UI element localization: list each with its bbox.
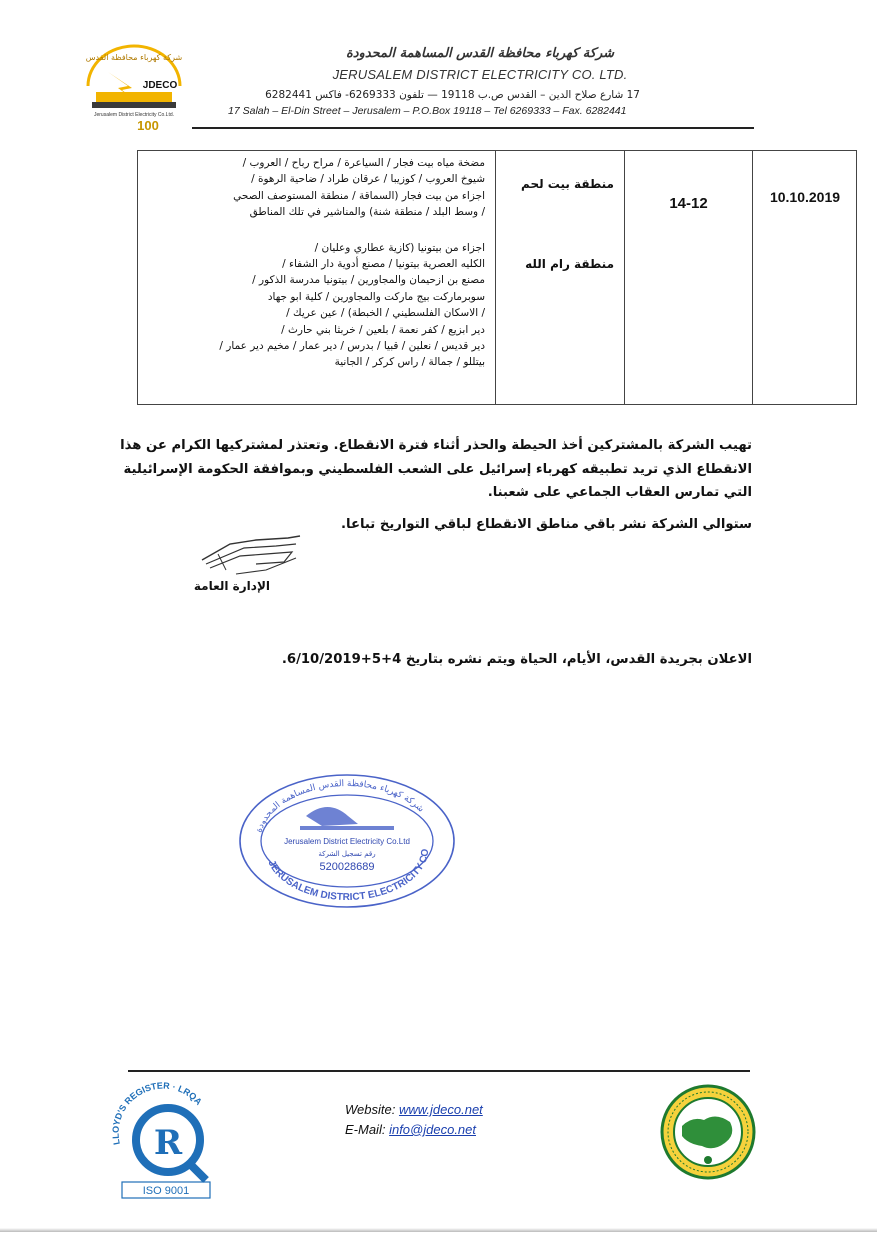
- stamp-registration-label: رقم تسجيل الشركة: [318, 850, 376, 858]
- header-divider: [192, 127, 754, 129]
- logo-jdeco-text: JDECO: [142, 80, 178, 91]
- area-line: دير قديس / نعلين / قبيا / بدرس / دير عمار / مخيم دير عمار /: [219, 340, 485, 353]
- logo-tagline: Jerusalem District Electricity Co.Ltd.: [93, 112, 175, 118]
- areas-cell: [138, 151, 495, 404]
- region-cell: [496, 151, 624, 404]
- stamp-arabic: شركة كهرباء محافظة القدس المساهمة المحدودة: [254, 778, 426, 834]
- area-line: سوبرماركت بيج ماركت والمجاورين / كلية ابو جهاد: [267, 290, 485, 303]
- outage-date: 10.10.2019: [769, 189, 841, 205]
- website-label: Website:: [345, 1102, 396, 1117]
- newspaper-announcement: الاعلان بجريدة القدس، الأيام، الحياة ويتم نشره بتاريخ 4+5+6/10/2019.: [281, 652, 752, 667]
- followup-note: ستوالي الشركة نشر باقي مناطق الانقطاع لباقي التواريخ تباعا.: [341, 517, 752, 532]
- area-line: / الاسكان الفلسطيني / الخبطة) / عين عريك /: [286, 307, 485, 320]
- company-name-english: JERUSALEM DISTRICT ELECTRICITY CO. LTD.: [332, 67, 628, 82]
- area-line: اجزاء من بيت فجار (السماقة / منطقة المستوصف الصحي: [233, 189, 485, 202]
- stamp-number: 520028689: [319, 861, 375, 873]
- stamp-english: Jerusalem District Electricity Co.Ltd: [284, 837, 410, 846]
- lrqa-ring-text: LLOYD'S REGISTER · LRQA: [110, 1082, 204, 1146]
- area-line: مصنع بن ازحيمان والمجاورين / بيتونيا مدرسة الذكور /: [252, 274, 485, 287]
- iso-label: ISO 9001: [142, 1185, 190, 1197]
- region-bethlehem: منطقة بيت لحم: [521, 177, 614, 191]
- signatory-label: الإدارة العامة: [193, 579, 270, 593]
- outage-table: [137, 150, 857, 405]
- company-stamp: [236, 772, 458, 910]
- footer-divider: [128, 1070, 750, 1072]
- arab-union-logo: [658, 1082, 758, 1182]
- area-line: اجزاء من بيتونيا (كازية عطاري وعليان /: [314, 241, 485, 254]
- outage-time: 14-12: [669, 195, 708, 212]
- lrqa-iso-logo: [108, 1082, 218, 1200]
- area-line: / وسط البلد / منطقة شنة) والمناشير في تلك المناطق: [249, 206, 485, 219]
- website-link[interactable]: www.jdeco.net: [398, 1102, 483, 1117]
- email-line: [345, 1122, 605, 1137]
- email-link[interactable]: info@jdeco.net: [389, 1122, 476, 1137]
- svg-text:R: R: [153, 1123, 183, 1163]
- region-ramallah: منطقة رام الله: [525, 257, 614, 271]
- address-arabic: 17 شارع صلاح الدين – القدس ص.ب 19118 — تلفون 6269333- فاكس 6282441: [265, 89, 640, 101]
- logo-arabic-text: شركة كهرباء محافظة القدس: [85, 53, 183, 62]
- logo-100: 100: [137, 118, 159, 133]
- area-line: الكليه العصرية بيتونيا / مصنع أدوية دار الشفاء /: [282, 258, 485, 271]
- notice-paragraph: تهيب الشركة بالمشتركين أخذ الحيطة والحذر أثناء فترة الانقطاع. وتعتذر لمشتركيها الكرام عن هذا الانقطاع الذي تريد تطبيقه كهرباء إسرائيل على الشعب الفلسطيني وبموافقة الحكومة الإسرائيلية التي تمارس العقاب الجماعي على شعبنا.: [120, 438, 752, 500]
- area-line: شيوخ العروب / كوزيبا / عرقان طراد / ضاحية الرهوة /: [251, 173, 485, 186]
- area-line: دير ابزيع / كفر نعمة / بلعين / خربثا بني حارث /: [281, 323, 485, 336]
- page-edge: [0, 1228, 877, 1232]
- area-line: مضخة مياه بيت فجار / السياعرة / مراح رباح / العروب /: [242, 157, 485, 169]
- signature: [196, 530, 306, 582]
- website-line: [345, 1102, 605, 1117]
- company-name-arabic: شركة كهرباء محافظة القدس المساهمة المحدودة: [345, 46, 615, 61]
- area-line: بيتللو / جمالة / راس كركر / الجانية: [334, 356, 485, 369]
- address-english: 17 Salah – El-Din Street – Jerusalem – P.O.Box 19118 – Tel 6269333 – Fax. 6282441: [228, 105, 627, 117]
- email-label: E-Mail:: [345, 1122, 386, 1137]
- jdeco-logo: [78, 42, 190, 134]
- stamp-outer-english: JERUSALEM DISTRICT ELECTRICITY CO: [265, 848, 432, 904]
